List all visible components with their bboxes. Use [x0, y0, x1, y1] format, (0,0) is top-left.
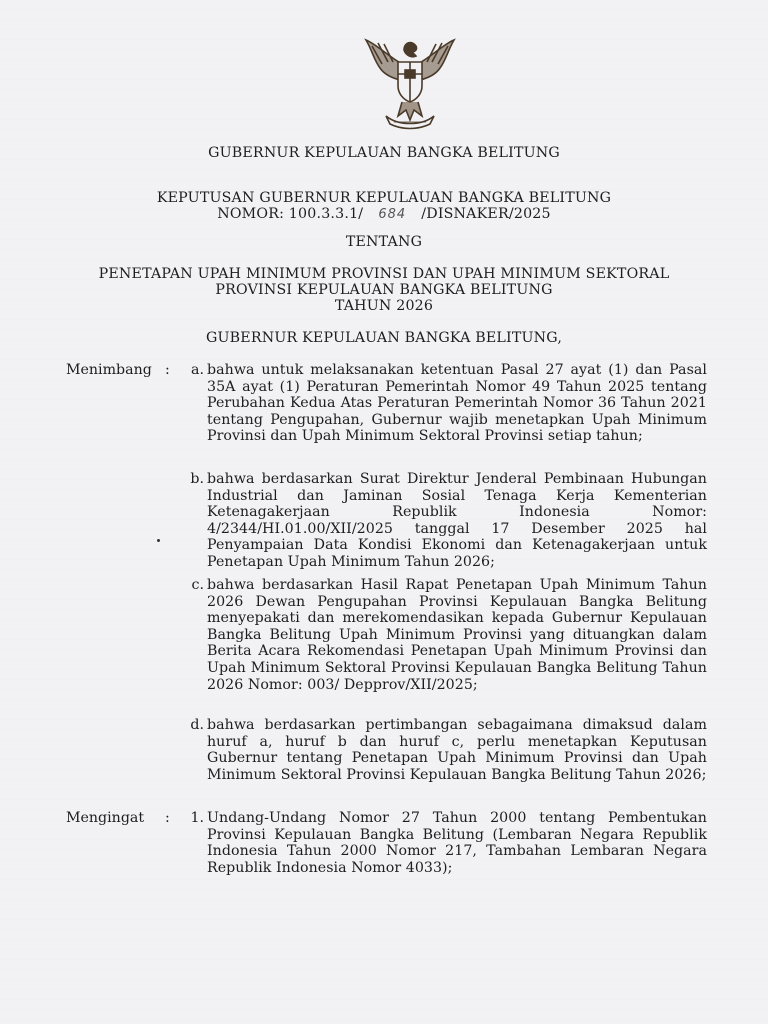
subject-line-1: PENETAPAN UPAH MINIMUM PROVINSI DAN UPAH MINIMUM SEKTORAL: [98, 266, 670, 282]
item-a-mark: a.: [191, 362, 204, 378]
menimbang-item-b: bahwa berdasarkan Surat Direktur Jenderal Pembinaan Hubungan Industrial dan Jaminan Sosial Tenaga Kerja Kementerian Ketenagakerjaan Republik Indonesia Nomor: 4/2344/HI.01.00/XII/2025 tanggal 17 Desember 2025 hal Penyampaian Data Kondisi Ekonomi dan Ketenagakerjaan untuk Penetapan Upah Minimum Tahun 2026;: [207, 471, 707, 570]
item-1-mark: 1.: [190, 810, 204, 826]
mengingat-item-1: Undang-Undang Nomor 27 Tahun 2000 tentang Pembentukan Provinsi Kepulauan Bangka Belitung (Lembaran Negara Republik Indonesia Tahun 2000 Nomor 217, Tambahan Lembaran Negara Republik Indonesia Nomor 4033);: [207, 810, 707, 876]
subject-line-3: TAHUN 2026: [334, 298, 434, 314]
handwritten-number: 684: [378, 207, 407, 222]
scan-speck: [157, 539, 160, 542]
menimbang-colon: :: [165, 362, 170, 378]
mengingat-label: Mengingat: [66, 810, 145, 826]
menimbang-label: Menimbang: [66, 362, 152, 378]
signatory-heading: GUBERNUR KEPULAUAN BANGKA BELITUNG,: [205, 330, 563, 346]
number-prefix: NOMOR: 100.3.3.1/: [217, 206, 364, 222]
decree-title: KEPUTUSAN GUBERNUR KEPULAUAN BANGKA BELITUNG: [156, 190, 612, 206]
menimbang-item-c: bahwa berdasarkan Hasil Rapat Penetapan Upah Minimum Tahun 2026 Dewan Pengupahan Provinsi Kepulauan Bangka Belitung menyepakati dan merekomendasikan kepada Gubernur Kepulauan Bangka Belitung Upah Minimum Provinsi yang dituangkan dalam Berita Acara Rekomendasi Penetapan Upah Minimum Provinsi dan Upah Minimum Sektoral Provinsi Kepulauan Bangka Belitung Tahun 2026 Nomor: 003/ Depprov/XII/2025;: [207, 577, 707, 693]
item-c-mark: c.: [191, 577, 204, 593]
item-b-mark: b.: [190, 471, 204, 487]
menimbang-item-a: bahwa untuk melaksanakan ketentuan Pasal 27 ayat (1) dan Pasal 35A ayat (1) Peraturan Pemerintah Nomor 49 Tahun 2025 tentang Perubahan Kedua Atas Peraturan Pemerintah Nomor 36 Tahun 2021 tentang Pengupahan, Gubernur wajib menetapkan Upah Minimum Provinsi dan Upah Minimum Sektoral Provinsi setiap tahun;: [207, 362, 707, 445]
subject-line-2: PROVINSI KEPULAUAN BANGKA BELITUNG: [215, 282, 553, 298]
item-d-mark: d.: [190, 717, 204, 733]
decree-number: [0, 206, 768, 223]
number-suffix: /DISNAKER/2025: [421, 206, 551, 222]
garuda-emblem-icon: [358, 34, 462, 130]
issuer-heading: GUBERNUR KEPULAUAN BANGKA BELITUNG: [208, 145, 560, 161]
about-heading: TENTANG: [345, 234, 423, 250]
mengingat-colon: :: [165, 810, 170, 826]
menimbang-item-d: bahwa berdasarkan pertimbangan sebagaimana dimaksud dalam huruf a, huruf b dan huruf c, perlu menetapkan Keputusan Gubernur tentang Penetapan Upah Minimum Provinsi dan Upah Minimum Sektoral Provinsi Kepulauan Bangka Belitung Tahun 2026;: [207, 717, 707, 783]
